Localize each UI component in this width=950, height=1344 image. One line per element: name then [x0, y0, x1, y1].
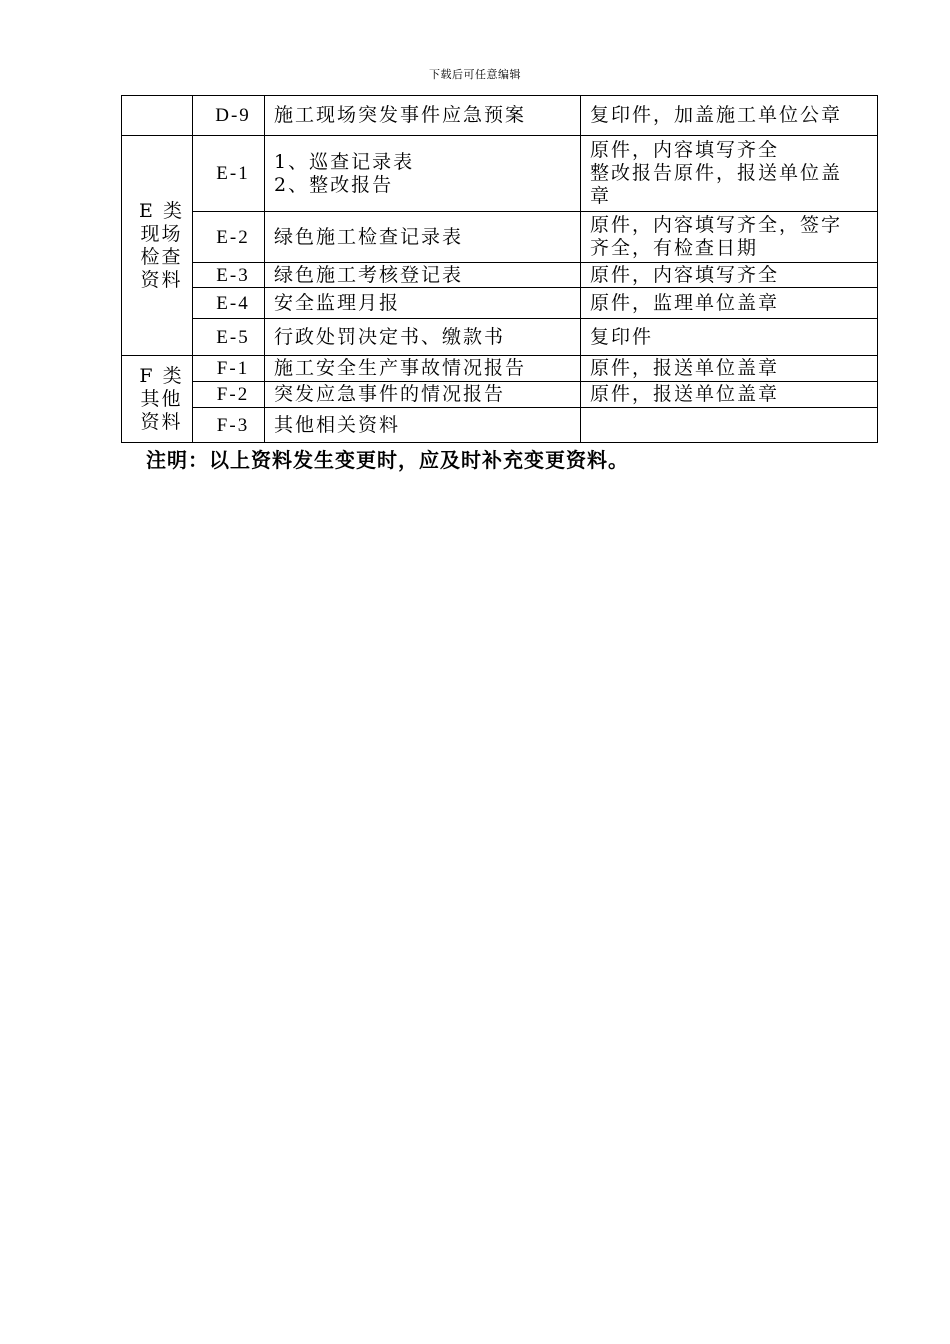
item-cell: 施工安全生产事故情况报告: [265, 356, 581, 382]
code-cell: E-4: [193, 288, 265, 319]
requirement-cell: 原件，内容填写齐全，签字 齐全，有检查日期: [581, 212, 878, 263]
item-cell: 绿色施工检查记录表: [265, 212, 581, 263]
item-cell: 其他相关资料: [265, 408, 581, 443]
table-row: [122, 212, 878, 263]
table-row: [122, 136, 878, 212]
code-cell: F-2: [193, 382, 265, 408]
code-cell: E-1: [193, 136, 265, 212]
requirement-cell: 复印件: [581, 319, 878, 356]
code-cell: E-5: [193, 319, 265, 356]
table-row: [122, 263, 878, 288]
item-cell: 突发应急事件的情况报告: [265, 382, 581, 408]
code-cell: E-2: [193, 212, 265, 263]
requirement-cell: 原件，监理单位盖章: [581, 288, 878, 319]
table-row: [122, 408, 878, 443]
requirement-cell: 原件，内容填写齐全: [581, 263, 878, 288]
table-row: [122, 356, 878, 382]
requirement-cell: 原件，报送单位盖章: [581, 382, 878, 408]
category-cell-d: [122, 96, 193, 136]
footnote: 注明：以上资料发生变更时，应及时补充变更资料。: [146, 448, 629, 472]
document-table: [121, 95, 878, 443]
code-cell: F-1: [193, 356, 265, 382]
code-cell: F-3: [193, 408, 265, 443]
item-cell: 行政处罚决定书、缴款书: [265, 319, 581, 356]
code-cell: D-9: [193, 96, 265, 136]
table-row: [122, 96, 878, 136]
item-cell: 安全监理月报: [265, 288, 581, 319]
table-row: [122, 382, 878, 408]
requirement-cell: 复印件，加盖施工单位公章: [581, 96, 878, 136]
category-cell-f: F 类 其他 资料: [122, 356, 193, 443]
item-cell: 施工现场突发事件应急预案: [265, 96, 581, 136]
code-cell: E-3: [193, 263, 265, 288]
requirement-cell: 原件，报送单位盖章: [581, 356, 878, 382]
page-header-note: 下载后可任意编辑: [429, 68, 521, 81]
table-row: [122, 319, 878, 356]
category-cell-e: E 类 现场 检查 资料: [122, 136, 193, 356]
item-cell: 绿色施工考核登记表: [265, 263, 581, 288]
table-row: [122, 288, 878, 319]
requirement-cell: [581, 408, 878, 443]
requirement-cell: 原件，内容填写齐全 整改报告原件，报送单位盖 章: [581, 136, 878, 212]
item-cell: 1、巡查记录表 2、整改报告: [265, 136, 581, 212]
